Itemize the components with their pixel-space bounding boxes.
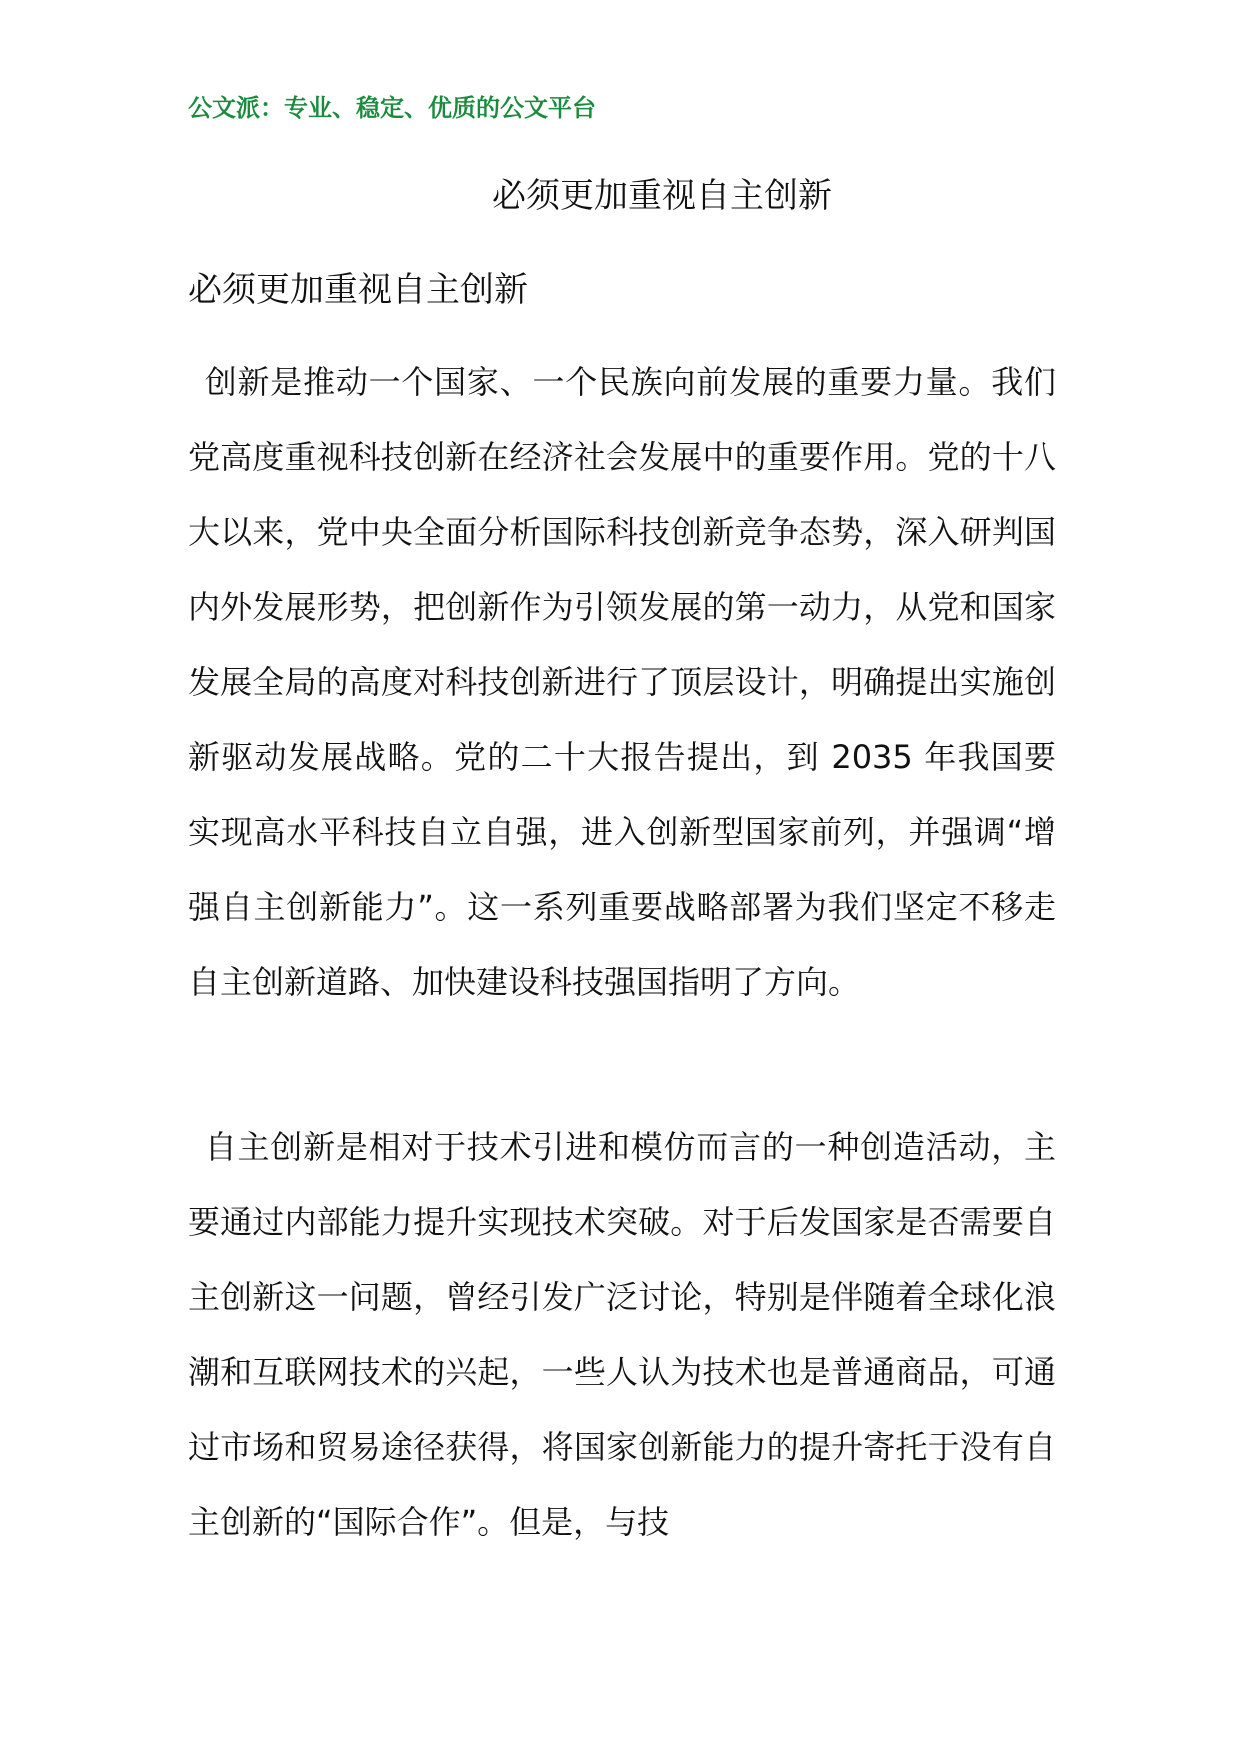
- body-paragraph-1: [188, 345, 1056, 1020]
- header-slogan: 公文派：专业、稳定、优质的公文平台: [188, 93, 596, 122]
- document-subtitle: 必须更加重视自主创新: [188, 270, 528, 310]
- document-title: [0, 174, 1240, 218]
- paragraph-2-text: 自主创新是相对于技术引进和模仿而言的一种创造活动，主要通过内部能力提升实现技术突破。对于后发国家是否需要自主创新这一问题，曾经引发广泛讨论，特别是伴随着全球化浪潮和互联网技术的兴起，一些人认为技术也是普通商品，可通过市场和贸易途径获得，将国家创新能力的提升寄托于没有自主创新的“国际合作”。但是，与技: [188, 1128, 1056, 1541]
- document-title-text: 必须更加重视自主创新: [492, 176, 832, 216]
- body-paragraph-2: [188, 1110, 1056, 1560]
- paragraph-1-text: 创新是推动一个国家、一个民族向前发展的重要力量。我们党高度重视科技创新在经济社会发展中的重要作用。党的十八大以来，党中央全面分析国际科技创新竞争态势，深入研判国内外发展形势，把创新作为引领发展的第一动力，从党和国家发展全局的高度对科技创新进行了顶层设计，明确提出实施创新驱动发展战略。党的二十大报告提出，到 2035 年我国要实现高水平科技自立自强，进入创新型国家前列，并强调“增强自主创新能力”。这一系列重要战略部署为我们坚定不移走自主创新道路、加快建设科技强国指明了方向。: [188, 363, 1056, 1001]
